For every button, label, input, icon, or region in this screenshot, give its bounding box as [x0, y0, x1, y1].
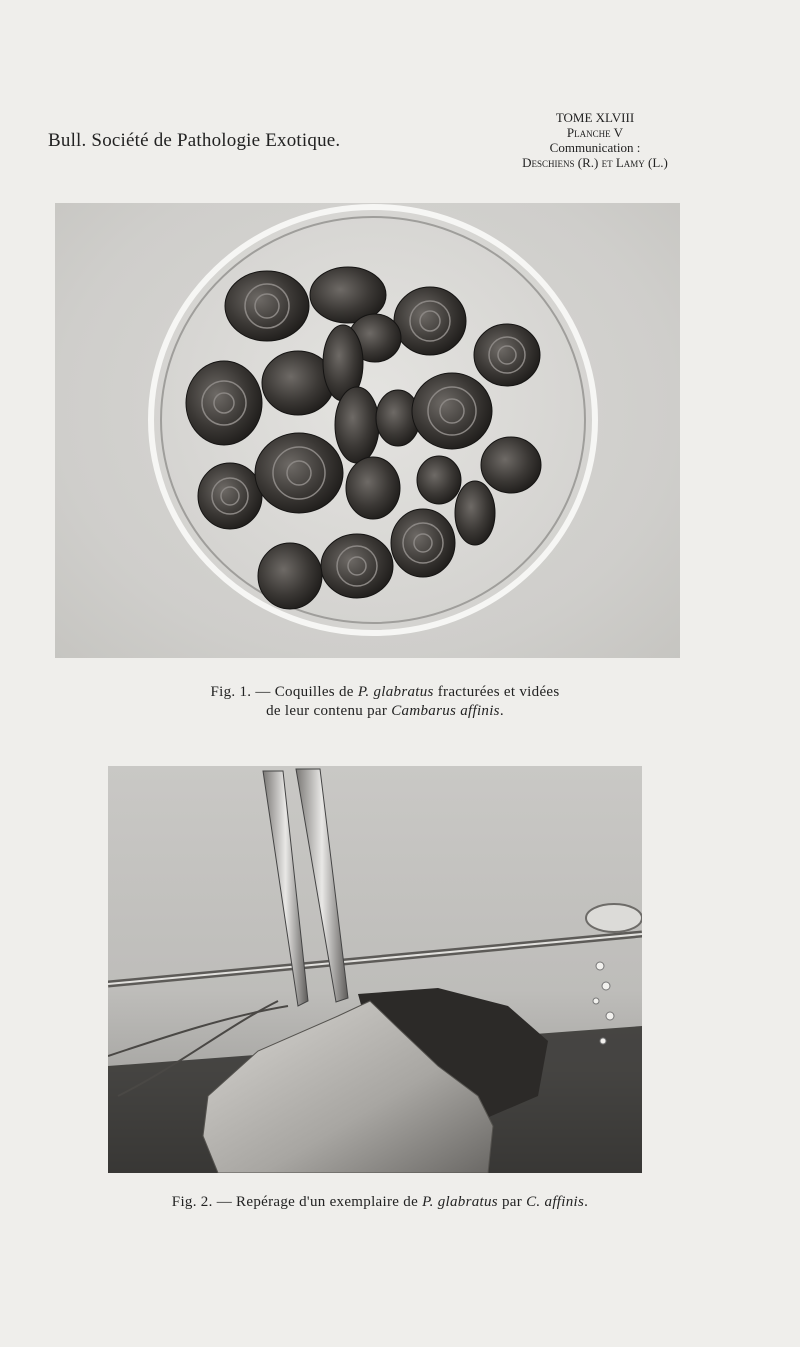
authors-label: Deschiens (R.) et Lamy (L.) [522, 155, 668, 170]
tome-label: TOME XLVIII [555, 110, 635, 125]
caption-1-middle: fracturées et vidées [437, 684, 560, 700]
caption-2-middle: par [502, 1194, 523, 1210]
caption-1-prefix: Fig. 1. — Coquilles de [210, 684, 354, 700]
petri-dish-illustration [55, 203, 680, 658]
caption-1-end: . [499, 703, 504, 719]
journal-title: Bull. Société de Pathologie Exotique. [48, 130, 341, 151]
figure-2-caption [110, 1193, 650, 1212]
caption-2-prefix: Fig. 2. — Repérage d'un exemplaire de [171, 1194, 419, 1210]
planche-label: Planche V [566, 125, 624, 140]
caption-2-end: . [584, 1194, 589, 1210]
figure-2-photo [108, 766, 642, 1173]
plate-info [480, 110, 710, 170]
caption-1-predator: Cambarus affinis [391, 703, 500, 719]
figure-1-caption [140, 683, 630, 721]
caption-2-species: P. glabratus [422, 1194, 498, 1210]
figure-1-photo [55, 203, 680, 658]
caption-2-predator: C. affinis [526, 1194, 585, 1210]
caption-1-species: P. glabratus [357, 684, 434, 700]
aquarium-illustration [108, 766, 642, 1173]
caption-1-line2: de leur contenu par [266, 703, 388, 719]
communication-label: Communication : [549, 140, 641, 155]
